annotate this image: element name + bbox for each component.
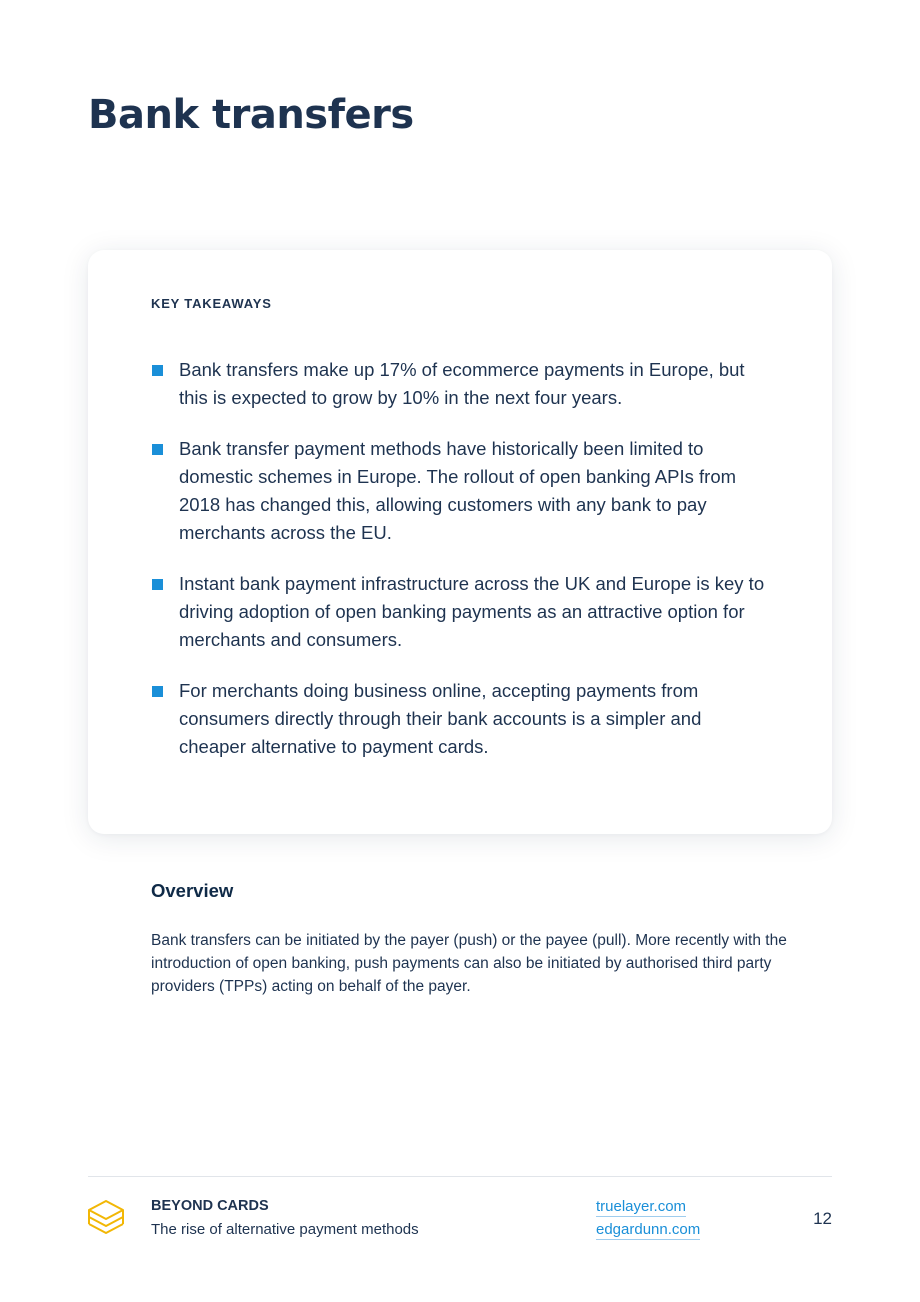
- footer-divider: [88, 1176, 832, 1177]
- overview-paragraph: Bank transfers can be initiated by the payer (push) or the payee (pull). More recently with the introduction of open banking, push payments can also be initiated by authorised third party providers (TPPs) acting on behalf of the payer.: [151, 932, 787, 995]
- page-number: 12: [813, 1209, 832, 1228]
- takeaway-text: For merchants doing business online, accepting payments from consumers directly through their bank accounts is a simpler and cheaper alternative to payment cards.: [179, 680, 702, 757]
- square-bullet-icon: [152, 365, 163, 376]
- key-takeaways-list: [151, 356, 771, 784]
- takeaway-item: [151, 435, 771, 547]
- takeaway-item: [151, 356, 771, 412]
- takeaway-text: Bank transfers make up 17% of ecommerce payments in Europe, but this is expected to grow by 10% in the next four years.: [179, 359, 745, 408]
- square-bullet-icon: [152, 444, 163, 455]
- takeaway-text: Bank transfer payment methods have historically been limited to domestic schemes in Europe. The rollout of open banking APIs from 2018 has changed this, allowing customers with any bank to pay merchants across the EU.: [179, 438, 737, 543]
- key-takeaways-label: KEY TAKEAWAYS: [151, 296, 272, 311]
- layered-stack-icon: [86, 1198, 126, 1240]
- footer-brand: BEYOND CARDS: [151, 1198, 269, 1214]
- key-takeaways-card: [88, 250, 832, 834]
- truelayer-link[interactable]: truelayer.com: [596, 1198, 687, 1215]
- page-title: Bank transfers: [88, 92, 414, 138]
- edgardunn-link[interactable]: edgardunn.com: [596, 1221, 701, 1238]
- square-bullet-icon: [152, 579, 163, 590]
- overview-heading: Overview: [151, 880, 234, 901]
- takeaway-text: Instant bank payment infrastructure across the UK and Europe is key to driving adoption of open banking payments as an attractive option for merchants and consumers.: [179, 573, 765, 650]
- takeaway-item: [151, 677, 771, 761]
- takeaway-item: [151, 570, 771, 654]
- square-bullet-icon: [152, 686, 163, 697]
- footer-subtitle: The rise of alternative payment methods: [151, 1221, 419, 1238]
